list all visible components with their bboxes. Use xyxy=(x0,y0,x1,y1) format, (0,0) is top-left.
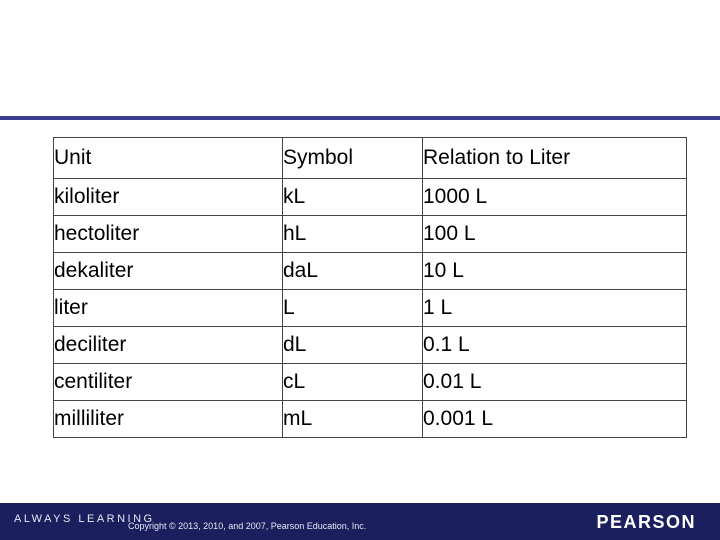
relation-cell: 0.01 L xyxy=(423,364,687,401)
footer-tagline: ALWAYS LEARNING xyxy=(14,513,155,525)
table-row xyxy=(54,327,687,364)
table-row xyxy=(54,364,687,401)
relation-cell: 1000 L xyxy=(423,179,687,216)
symbol-cell: mL xyxy=(283,401,423,438)
footer-copyright: Copyright © 2013, 2010, and 2007, Pearson Education, Inc. xyxy=(128,521,367,531)
symbol-cell: kL xyxy=(283,179,423,216)
relation-cell: 0.001 L xyxy=(423,401,687,438)
unit-cell: liter xyxy=(54,290,283,327)
table-row xyxy=(54,290,687,327)
units-table xyxy=(53,137,687,438)
table-header-row xyxy=(54,138,687,179)
symbol-cell: cL xyxy=(283,364,423,401)
unit-cell: centiliter xyxy=(54,364,283,401)
table-row xyxy=(54,179,687,216)
relation-cell: 100 L xyxy=(423,216,687,253)
relation-cell: 1 L xyxy=(423,290,687,327)
header-symbol: Symbol xyxy=(283,138,423,179)
top-divider xyxy=(0,116,720,120)
unit-cell: kiloliter xyxy=(54,179,283,216)
unit-cell: hectoliter xyxy=(54,216,283,253)
header-relation: Relation to Liter xyxy=(423,138,687,179)
table-row xyxy=(54,401,687,438)
header-unit: Unit xyxy=(54,138,283,179)
unit-cell: dekaliter xyxy=(54,253,283,290)
relation-cell: 10 L xyxy=(423,253,687,290)
symbol-cell: hL xyxy=(283,216,423,253)
relation-cell: 0.1 L xyxy=(423,327,687,364)
footer-bar xyxy=(0,503,720,540)
table-row xyxy=(54,253,687,290)
symbol-cell: dL xyxy=(283,327,423,364)
unit-cell: deciliter xyxy=(54,327,283,364)
table-row xyxy=(54,216,687,253)
brand-logo: PEARSON xyxy=(596,512,696,532)
symbol-cell: L xyxy=(283,290,423,327)
unit-cell: milliliter xyxy=(54,401,283,438)
symbol-cell: daL xyxy=(283,253,423,290)
